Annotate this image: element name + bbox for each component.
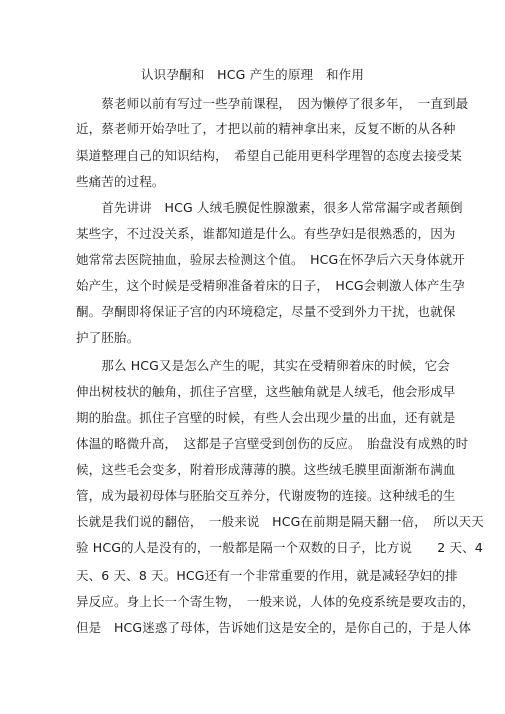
paragraph-line: 护了胚胎。 — [76, 330, 140, 345]
paragraph-line: 渠道整理自己的知识结构， 希望自己能用更科学理智的态度去接受某 — [76, 148, 462, 163]
paragraph-line: 候，这些毛会变多，附着形成薄薄的膜。这些绒毛膜里面渐渐布满血 — [76, 462, 456, 477]
paragraph-line: 伸出树枝状的触角，抓住子宫壁，这些触角就是人绒毛，他会形成早 — [76, 384, 456, 399]
paragraph-line: 那么 HCG又是怎么产生的呢，其实在受精卵着床的时候，它会 — [76, 358, 450, 373]
paragraph-line: 但是 HCG迷惑了母体，告诉她们这是安全的，是你自己的，于是人体 — [76, 620, 472, 635]
paragraph-line: 些痛苦的过程。 — [76, 174, 165, 189]
paragraph-line: 管，成为最初母体与胚胎交互养分，代谢废物的连接。这种绒毛的生 — [76, 488, 456, 503]
paragraph-line: 她常常去医院抽血，验尿去检测这个值。 HCG在怀孕后六天身体就开 — [76, 252, 465, 267]
paragraph-line: 天、6 天、8 天。HCG还有一个非常重要的作用，就是减轻孕妇的排 — [76, 568, 458, 583]
paragraph-line: 长就是我们说的翻倍， 一般来说 HCG在前期是隔天翻一倍， 所以天天 — [76, 514, 484, 529]
paragraph-line: 某些字，不过没关系，谁都知道是什么。有些孕妇是很熟悉的，因为 — [76, 226, 456, 241]
paragraph-line: 蔡老师以前有写过一些孕前课程， 因为懒停了很多年， 一直到最 — [76, 96, 469, 111]
paragraph-line: 首先讲讲 HCG 人绒毛膜促性腺激素，很多人常常漏字或者颠倒 — [76, 200, 463, 215]
document-title: 认识孕酮和 HCG 产生的原理 和作用 — [140, 67, 365, 82]
paragraph-line: 近，蔡老师开始孕吐了，才把以前的精神拿出来，反复不断的从各种 — [76, 121, 456, 136]
paragraph-line: 始产生，这个时候是受精卵准备着床的日子， HCG会刺激人体产生孕 — [76, 278, 465, 293]
paragraph-line: 异反应。身上长一个寄生物， 一般来说，人体的免疫系统是要攻击的， — [76, 594, 475, 609]
paragraph-line: 验 HCG的人是没有的，一般都是隔一个双数的日子，比方说 2 天、4 — [76, 540, 483, 555]
paragraph-line: 酮。孕酮即将保证子宫的内环境稳定，尽量不受到外力干扰，也就保 — [76, 304, 456, 319]
paragraph-line: 体温的略微升高， 这都是子宫壁受到创伤的反应。 胎盘没有成熟的时 — [76, 436, 469, 451]
paragraph-line: 期的胎盘。抓住子宫壁的时候，有些人会出现少量的出血，还有就是 — [76, 410, 456, 425]
